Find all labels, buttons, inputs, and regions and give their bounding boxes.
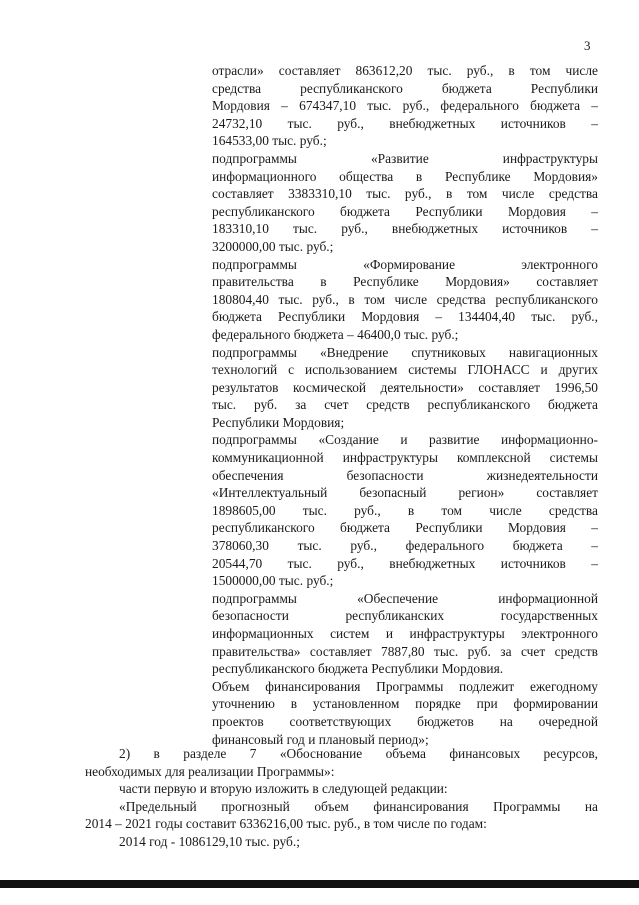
passport-text-line: составляет 3383310,10 тыс. руб., в том числе средства xyxy=(212,186,598,202)
passport-text-line: республиканского бюджета Республики Мордовия – xyxy=(212,203,598,219)
passport-text-line: 183310,10 тыс. руб., внебюджетных источников – xyxy=(212,221,598,237)
passport-text-line: информационных систем и инфраструктуры электронного xyxy=(212,626,598,641)
passport-text-line: отрасли» составляет 863612,20 тыс. руб., в том числе xyxy=(212,63,598,78)
passport-text-line: 378060,30 тыс. руб., федерального бюджета – xyxy=(212,538,598,554)
scan-bottom-border xyxy=(0,880,639,888)
passport-text-line: подпрограммы «Создание и развитие информационно- xyxy=(212,432,598,448)
body-text-line: «Предельный прогнозный объем финансирования Программы на xyxy=(119,798,598,814)
passport-text-line: 180804,40 тыс. руб., в том числе средства республиканского xyxy=(212,291,598,307)
passport-text-line: 1898605,00 тыс. руб., в том числе средства xyxy=(212,502,598,518)
passport-text-line: бюджета Республики Мордовия – 134404,40 тыс. руб., xyxy=(212,309,598,325)
passport-text-line: «Интеллектуальный безопасный регион» составляет xyxy=(212,485,598,501)
passport-text-line: республиканского бюджета Республики Мордовия. xyxy=(212,661,504,677)
passport-text-line: федерального бюджета – 46400,0 тыс. руб.; xyxy=(212,326,459,342)
passport-text-line: подпрограммы «Внедрение спутниковых навигационных xyxy=(212,344,598,360)
passport-text-line: информационного общества в Республике Мордовия» xyxy=(212,168,598,184)
passport-text-line: технологий с использованием системы ГЛОНАСС и других xyxy=(212,362,598,378)
passport-text-line: 1500000,00 тыс. руб.; xyxy=(212,573,334,589)
passport-text-line: обеспечения безопасности жизнедеятельности xyxy=(212,467,598,483)
passport-text-line: уточнению в установленном порядке при формировании xyxy=(212,696,598,712)
passport-text-line: 20544,70 тыс. руб., внебюджетных источников – xyxy=(212,555,598,571)
passport-text-line: правительства» составляет 7887,80 тыс. руб. за счет средств xyxy=(212,643,598,659)
body-text-line: 2014 – 2021 годы составит 6336216,00 тыс. руб., в том числе по годам: xyxy=(85,816,487,832)
program-passport-financing-text xyxy=(212,62,598,748)
body-text-line: необходимых для реализации Программы»: xyxy=(85,763,335,779)
passport-text-line: результатов космической деятельности» составляет 1996,50 xyxy=(212,379,598,395)
passport-text-line: правительства в Республике Мордовия» составляет xyxy=(212,274,598,290)
section-7-amendment-text xyxy=(85,745,598,851)
passport-text-line: Объем финансирования Программы подлежит ежегодному xyxy=(212,678,598,694)
passport-text-line: финансовый год и плановый период»; xyxy=(212,731,429,747)
passport-text-line: проектов соответствующих бюджетов на очередной xyxy=(212,713,598,729)
passport-text-line: тыс. руб. за счет средств республиканского бюджета xyxy=(212,397,598,413)
passport-text-line: подпрограммы «Развитие инфраструктуры xyxy=(212,150,598,166)
body-text-line: 2) в разделе 7 «Обоснование объема финансовых ресурсов, xyxy=(119,746,598,761)
passport-text-line: 164533,00 тыс. руб.; xyxy=(212,133,327,149)
page-number: 3 xyxy=(584,38,591,53)
passport-text-line: подпрограммы «Обеспечение информационной xyxy=(212,590,598,606)
passport-text-line: 3200000,00 тыс. руб.; xyxy=(212,238,334,254)
passport-text-line: Республики Мордовия; xyxy=(212,414,345,430)
passport-text-line: республиканского бюджета Республики Мордовия – xyxy=(212,520,598,536)
body-text-line: 2014 год - 1086129,10 тыс. руб.; xyxy=(119,833,300,849)
passport-text-line: средства республиканского бюджета Республики xyxy=(212,80,598,96)
passport-text-line: подпрограммы «Формирование электронного xyxy=(212,256,598,272)
passport-text-line: безопасности республиканских государственных xyxy=(212,608,598,624)
body-text-line: части первую и вторую изложить в следующей редакции: xyxy=(119,781,448,797)
passport-text-line: 24732,10 тыс. руб., внебюджетных источников – xyxy=(212,115,598,131)
passport-text-line: Мордовия – 674347,10 тыс. руб., федерального бюджета – xyxy=(212,98,598,114)
passport-text-line: коммуникационной инфраструктуры комплексной системы xyxy=(212,450,598,466)
